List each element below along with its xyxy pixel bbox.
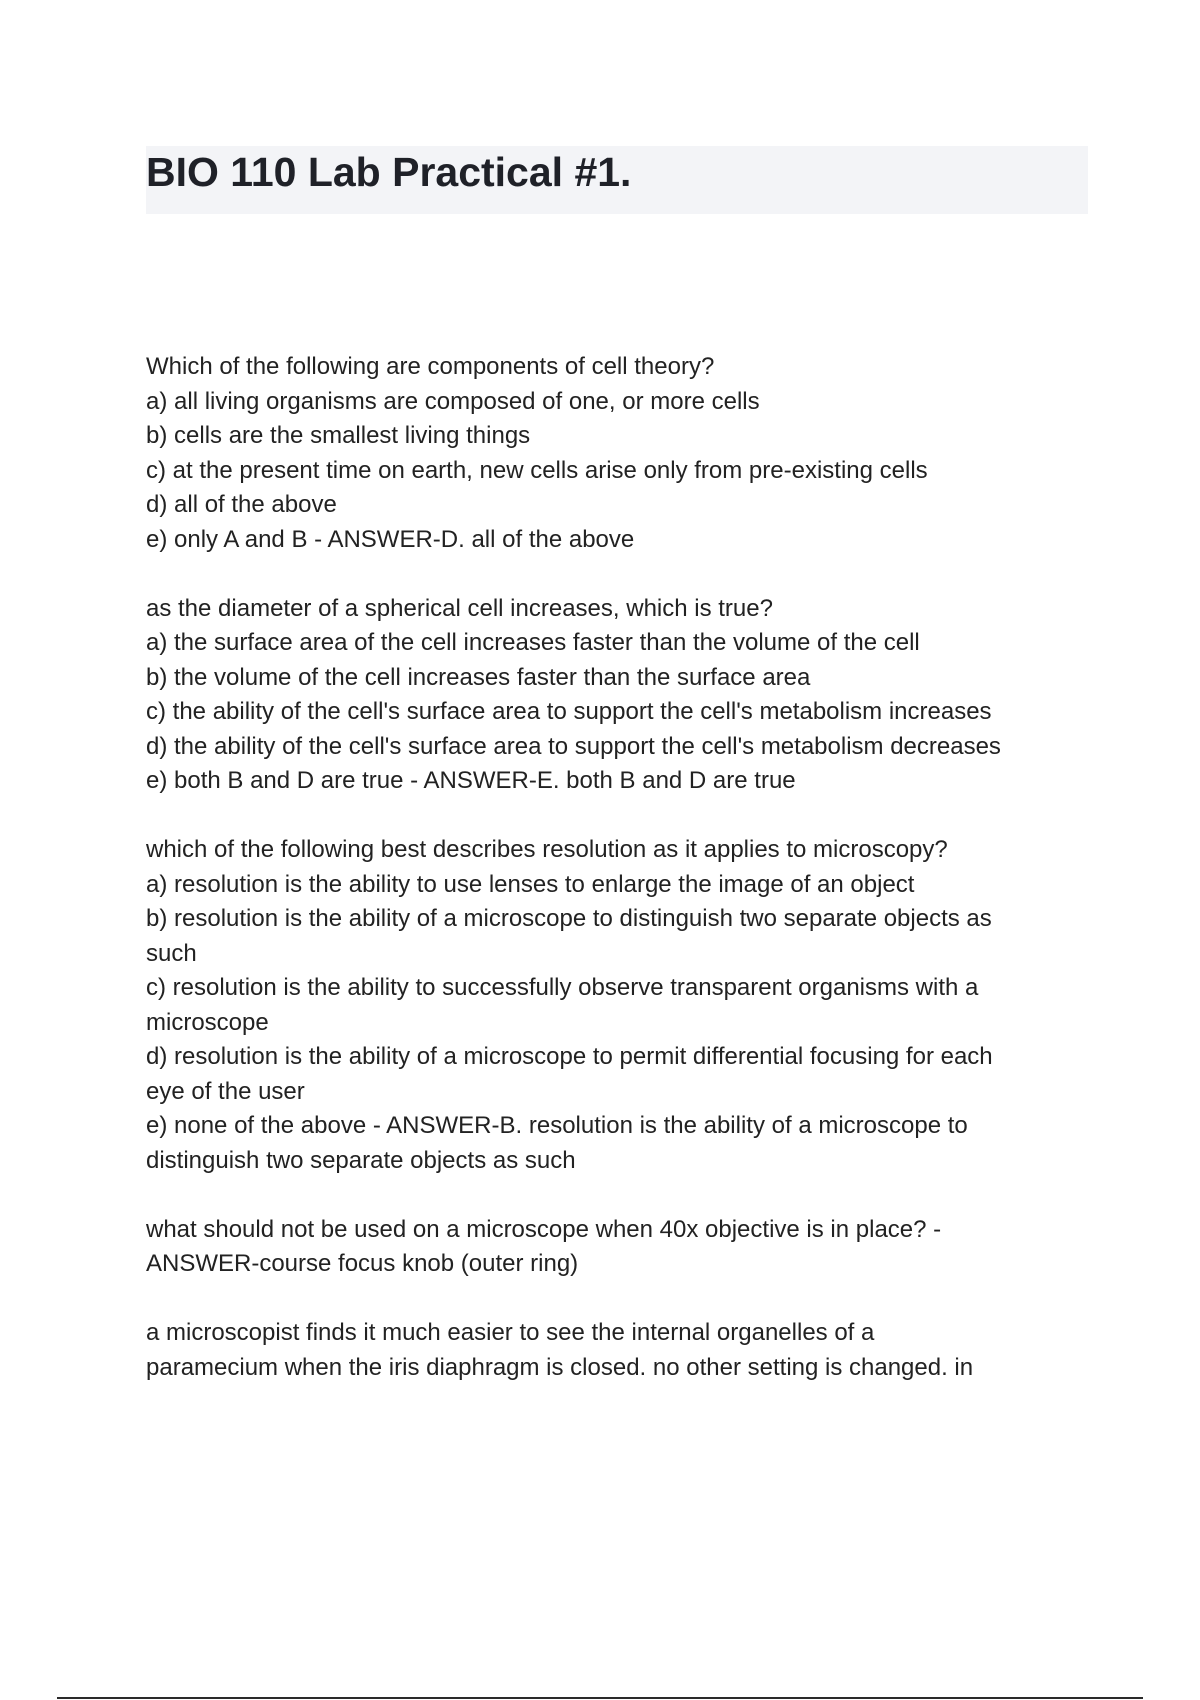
question-line: b) resolution is the ability of a microscope to distinguish two separate objects as xyxy=(146,905,992,932)
question-line: d) the ability of the cell's surface area to support the cell's metabolism decreases xyxy=(146,732,1001,760)
question-line: Which of the following are components of cell theory? xyxy=(146,353,715,380)
question-block xyxy=(146,592,1096,799)
question-line: eye of the user xyxy=(146,1077,305,1105)
question-line: b) the volume of the cell increases faster than the surface area xyxy=(146,663,811,691)
question-block xyxy=(146,350,1096,557)
question-line: c) at the present time on earth, new cells arise only from pre-existing cells xyxy=(146,456,928,484)
question-line: paramecium when the iris diaphragm is closed. no other setting is changed. in xyxy=(146,1353,974,1381)
question-line: ANSWER-course focus knob (outer ring) xyxy=(146,1250,579,1277)
question-block xyxy=(146,1316,1096,1385)
question-line: microscope xyxy=(146,1008,269,1036)
question-line: as the diameter of a spherical cell increases, which is true? xyxy=(146,594,773,622)
question-line: d) resolution is the ability of a microscope to permit differential focusing for each xyxy=(146,1043,993,1070)
question-line: distinguish two separate objects as such xyxy=(146,1146,576,1174)
question-line: which of the following best describes resolution as it applies to microscopy? xyxy=(146,836,948,863)
page-bottom-divider xyxy=(57,1697,1143,1699)
question-block xyxy=(146,833,1096,1178)
question-list xyxy=(146,350,1096,1420)
question-line: such xyxy=(146,939,197,967)
question-line: e) both B and D are true - ANSWER-E. both B and D are true xyxy=(146,767,796,794)
question-line: e) only A and B - ANSWER-D. all of the above xyxy=(146,525,635,553)
question-line: a) resolution is the ability to use lenses to enlarge the image of an object xyxy=(146,870,915,898)
question-block xyxy=(146,1213,1096,1282)
question-line: b) cells are the smallest living things xyxy=(146,422,531,449)
question-line: a microscopist finds it much easier to see the internal organelles of a xyxy=(146,1319,875,1346)
question-line: d) all of the above xyxy=(146,491,337,518)
question-line: a) the surface area of the cell increases faster than the volume of the cell xyxy=(146,629,920,656)
question-line: what should not be used on a microscope when 40x objective is in place? - xyxy=(146,1215,942,1243)
question-line: a) all living organisms are composed of one, or more cells xyxy=(146,387,760,415)
question-line: c) resolution is the ability to successfully observe transparent organisms with a xyxy=(146,974,979,1001)
page-title: BIO 110 Lab Practical #1. xyxy=(146,149,632,195)
question-line: e) none of the above - ANSWER-B. resolution is the ability of a microscope to xyxy=(146,1112,968,1139)
question-line: c) the ability of the cell's surface area to support the cell's metabolism increases xyxy=(146,698,992,725)
